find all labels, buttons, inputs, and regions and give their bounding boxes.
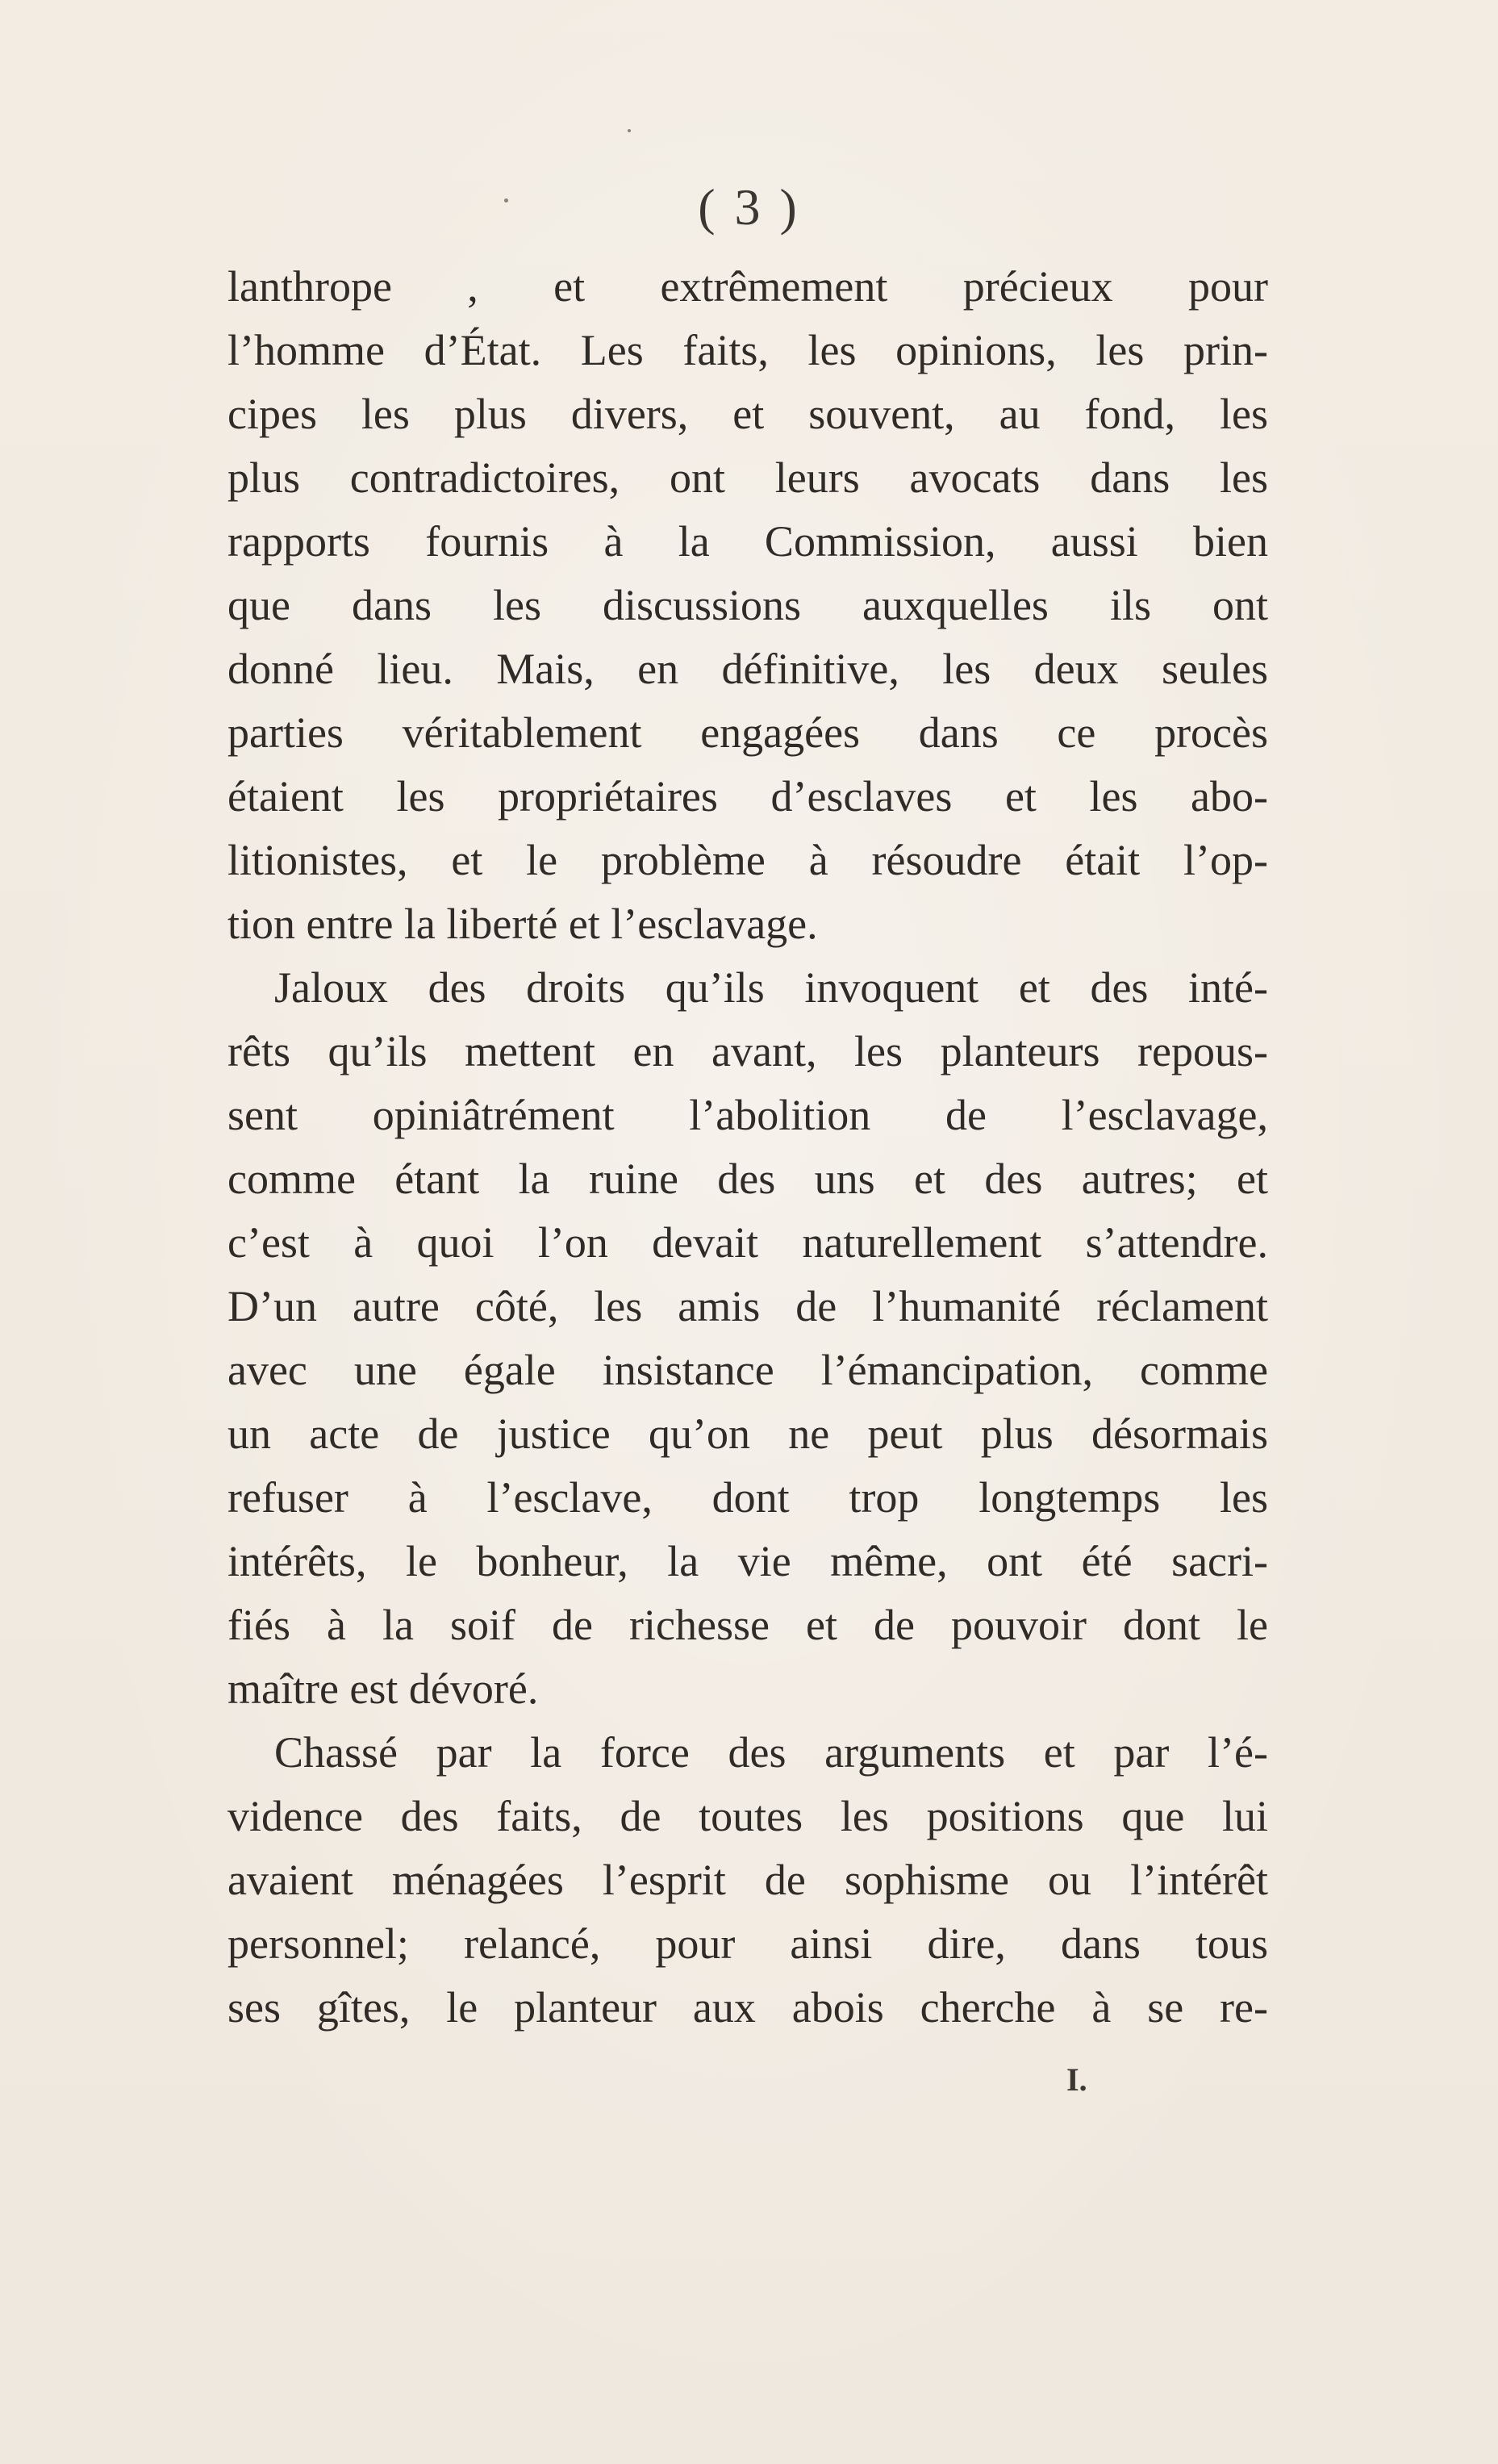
text-line: fiés à la soif de richesse et de pouvoir dont le (227, 1601, 1268, 1649)
text-line: refuser à l’esclave, dont trop longtemps les (227, 1473, 1268, 1522)
page-number: ( 3 ) (698, 178, 800, 236)
text-line: avaient ménagées l’esprit de sophisme ou l’intérêt (227, 1856, 1268, 1904)
paragraph-first-line: Chassé par la force des arguments et par l’é- (274, 1728, 1268, 1777)
ink-speck (628, 129, 631, 132)
text-line: rêts qu’ils mettent en avant, les planteurs repous- (227, 1027, 1268, 1075)
text-line: D’un autre côté, les amis de l’humanité réclament (227, 1282, 1268, 1330)
text-line: vidence des faits, de toutes les positions que lui (227, 1792, 1268, 1840)
text-line: l’homme d’État. Les faits, les opinions, les prin- (227, 326, 1268, 374)
signature-mark: I. (1066, 2061, 1087, 2098)
text-line: plus contradictoires, ont leurs avocats dans les (227, 453, 1268, 502)
text-line: donné lieu. Mais, en définitive, les deux seules (227, 645, 1268, 693)
text-line: parties véritablement engagées dans ce procès (227, 708, 1268, 757)
text-line: comme étant la ruine des uns et des autres; et (227, 1155, 1268, 1203)
text-line: lanthrope , et extrêmement précieux pour (227, 262, 1268, 311)
text-line: tion entre la liberté et l’esclavage. (227, 900, 818, 948)
text-line: sent opiniâtrément l’abolition de l’esclavage, (227, 1091, 1268, 1139)
text-line: personnel; relancé, pour ainsi dire, dans tous (227, 1919, 1268, 1968)
text-line: intérêts, le bonheur, la vie même, ont été sacri- (227, 1537, 1268, 1585)
text-line: maître est dévoré. (227, 1664, 539, 1713)
text-line: ses gîtes, le planteur aux abois cherche à se re- (227, 1983, 1268, 2032)
body-text (227, 255, 1268, 2040)
text-line: cipes les plus divers, et souvent, au fond, les (227, 390, 1268, 438)
text-line: c’est à quoi l’on devait naturellement s’attendre. (227, 1218, 1268, 1267)
text-line: étaient les propriétaires d’esclaves et les abo- (227, 772, 1268, 821)
text-line: avec une égale insistance l’émancipation, comme (227, 1346, 1268, 1394)
text-line: rapports fournis à la Commission, aussi bien (227, 517, 1268, 566)
paragraph-first-line: Jaloux des droits qu’ils invoquent et des inté- (274, 963, 1268, 1012)
text-line: un acte de justice qu’on ne peut plus désormais (227, 1409, 1268, 1458)
text-line: que dans les discussions auxquelles ils ont (227, 581, 1268, 629)
text-line: litionistes, et le problème à résoudre était l’op- (227, 836, 1268, 884)
